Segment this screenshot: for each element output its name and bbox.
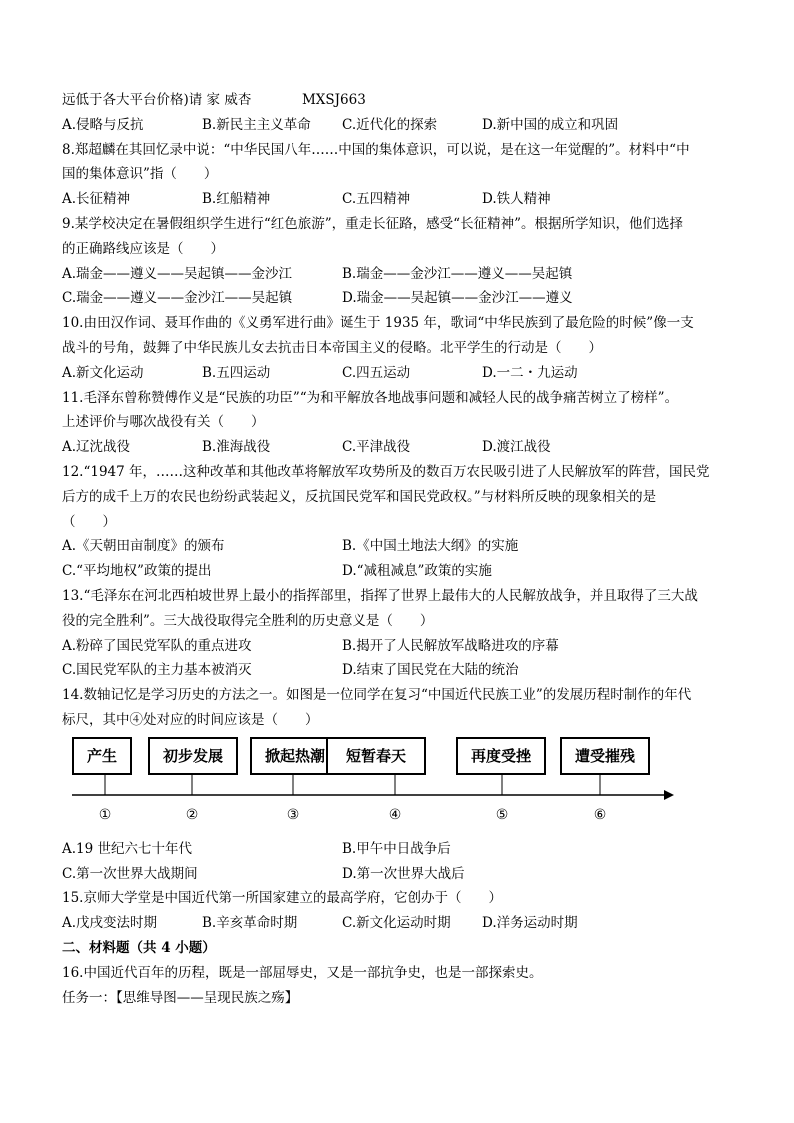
- q14-stem-1: 14.数轴记忆是学习历史的方法之一。如图是一位同学在复习“中国近代民族工业”的发展历程时制作的年代: [62, 687, 692, 704]
- q10-stem-2: 战斗的号角，鼓舞了中华民族儿女去抗击日本帝国主义的侵略。北平学生的行动是（ ）: [62, 339, 602, 356]
- q8-option-a[interactable]: A.长征精神: [62, 191, 131, 208]
- q10-option-c[interactable]: C.四五运动: [342, 364, 411, 381]
- q12-options-row2: [62, 559, 742, 584]
- q11-option-c[interactable]: C.平津战役: [342, 439, 411, 456]
- q11-options: [62, 435, 742, 460]
- header-text: 远低于各大平台价格)请 家 威杏: [62, 92, 252, 108]
- q15-option-b[interactable]: B.辛亥革命时期: [202, 915, 298, 932]
- timeline-stage-1: 产生: [72, 737, 132, 775]
- q12-option-d[interactable]: D.“减租减息”政策的实施: [342, 563, 492, 580]
- q8-stem-1: 8.郑超麟在其回忆录中说：“中华民国八年……中国的集体意识，可以说，是在这一年觉醒的”。材料中“中: [62, 141, 690, 158]
- q8-option-d[interactable]: D.铁人精神: [482, 191, 551, 208]
- header-code: MXSJ663: [301, 92, 366, 108]
- q14-option-c[interactable]: C.第一次世界大战期间: [62, 865, 198, 882]
- q10-options: [62, 361, 742, 386]
- q7-option-c[interactable]: C.近代化的探索: [342, 116, 438, 133]
- q9-option-d[interactable]: D.瑞金——吴起镇——金沙江——遵义: [342, 290, 573, 307]
- q10-stem-1: 10.由田汉作词、聂耳作曲的《义勇军进行曲》诞生于 1935 年，歌词“中华民族到了最危险的时候”像一支: [62, 315, 694, 332]
- timeline-figure: [62, 737, 742, 837]
- q14-stem-2: 标尺，其中④处对应的时间应该是（ ）: [62, 711, 319, 728]
- q11-option-b[interactable]: B.淮海战役: [202, 439, 271, 456]
- q9-option-b[interactable]: B.瑞金——金沙江——遵义——吴起镇: [342, 265, 573, 282]
- timeline-stage-5: 再度受挫: [456, 737, 546, 775]
- q13-option-b[interactable]: B.揭开了人民解放军战略进攻的序幕: [342, 637, 559, 654]
- q9-stem-2: 的正确路线应该是（ ）: [62, 240, 224, 257]
- timeline-mark-6: ⑥: [593, 806, 607, 823]
- q14-options-row1: [62, 837, 742, 862]
- q13-option-c[interactable]: C.国民党军队的主力基本被消灭: [62, 662, 252, 679]
- q13-option-d[interactable]: D.结束了国民党在大陆的统治: [342, 662, 519, 679]
- q12-options-row1: [62, 534, 742, 559]
- q7-options: [62, 113, 742, 138]
- q8-stem-2: 国的集体意识”指（ ）: [62, 166, 218, 183]
- q12-stem-3: （ ）: [62, 513, 116, 530]
- q14-option-b[interactable]: B.甲午中日战争后: [342, 840, 451, 857]
- q12-stem-1: 12.“1947 年，……这种改革和其他改革将解放军攻势所及的数百万农民吸引进了人民解放军的阵营，国民党: [62, 463, 710, 480]
- section-2-heading: 二、材料题（共 4 小题）: [62, 939, 216, 956]
- q15-option-a[interactable]: A.戊戌变法时期: [62, 915, 158, 932]
- q12-option-c[interactable]: C.“平均地权”政策的提出: [62, 563, 212, 580]
- q7-option-a[interactable]: A.侵略与反抗: [62, 116, 144, 133]
- q11-option-d[interactable]: D.渡江战役: [482, 439, 551, 456]
- task-1-heading: 任务一：【思维导图——呈现民族之殇】: [62, 989, 299, 1006]
- q16-stem: 16.中国近代百年的历程，既是一部屈辱史，又是一部抗争史，也是一部探索史。: [62, 964, 543, 981]
- q14-options-row2: [62, 862, 742, 887]
- timeline-stage-6: 遭受摧残: [560, 737, 650, 775]
- header-line: [62, 88, 742, 113]
- q15-option-c[interactable]: C.新文化运动时期: [342, 915, 451, 932]
- timeline-stage-3: 掀起热潮: [250, 737, 340, 775]
- q15-options: [62, 911, 742, 936]
- q12-option-a[interactable]: A.《天朝田亩制度》的颁布: [62, 538, 225, 555]
- q13-stem-1: 13.“毛泽东在河北西柏坡世界上最小的指挥部里，指挥了世界上最伟大的人民解放战争，并且取得了三大战: [62, 587, 698, 604]
- q11-option-a[interactable]: A.辽沈战役: [62, 439, 131, 456]
- timeline-mark-1: ①: [98, 806, 112, 823]
- q13-options-row2: [62, 658, 742, 683]
- q13-option-a[interactable]: A.粉碎了国民党军队的重点进攻: [62, 637, 252, 654]
- q8-options: [62, 187, 742, 212]
- q10-option-b[interactable]: B.五四运动: [202, 364, 271, 381]
- q7-option-d[interactable]: D.新中国的成立和巩固: [482, 116, 619, 133]
- timeline-stage-4: 短暂春天: [326, 737, 426, 775]
- q15-stem: 15.京师大学堂是中国近代第一所国家建立的最高学府，它创办于（ ）: [62, 890, 502, 907]
- timeline-stage-2: 初步发展: [148, 737, 238, 775]
- q9-options-row1: [62, 262, 742, 287]
- q13-stem-2: 役的完全胜利”。三大战役取得完全胜利的历史意义是（ ）: [62, 612, 434, 629]
- q8-option-b[interactable]: B.红船精神: [202, 191, 271, 208]
- timeline-mark-5: ⑤: [495, 806, 509, 823]
- q9-options-row2: [62, 286, 742, 311]
- q8-option-c[interactable]: C.五四精神: [342, 191, 411, 208]
- q15-option-d[interactable]: D.洋务运动时期: [482, 915, 578, 932]
- q7-option-b[interactable]: B.新民主主义革命: [202, 116, 311, 133]
- q9-stem-1: 9.某学校决定在暑假组织学生进行“红色旅游”，重走长征路，感受“长征精神”。根据所学知识，他们选择: [62, 215, 683, 232]
- q14-option-d[interactable]: D.第一次世界大战后: [342, 865, 465, 882]
- timeline-axis: [62, 737, 682, 807]
- q10-option-d[interactable]: D.一二・九运动: [482, 364, 578, 381]
- q10-option-a[interactable]: A.新文化运动: [62, 364, 144, 381]
- exam-page: [62, 88, 742, 1010]
- q14-option-a[interactable]: A.19 世纪六七十年代: [62, 840, 193, 857]
- q9-option-a[interactable]: A.瑞金——遵义——吴起镇——金沙江: [62, 265, 293, 282]
- q13-options-row1: [62, 634, 742, 659]
- q12-stem-2: 后方的成千上万的农民也纷纷武装起义，反抗国民党军和国民党政权。”与材料所反映的现象相关的是: [62, 488, 657, 505]
- timeline-mark-4: ④: [388, 806, 402, 823]
- q11-stem-2: 上述评价与哪次战役有关（ ）: [62, 414, 265, 431]
- q11-stem-1: 11.毛泽东曾称赞傅作义是“民族的功臣”“为和平解放各地战事问题和减轻人民的战争痛苦树立了榜样”。: [62, 389, 679, 406]
- timeline-mark-3: ③: [286, 806, 300, 823]
- timeline-mark-2: ②: [185, 806, 199, 823]
- q9-option-c[interactable]: C.瑞金——遵义——金沙江——吴起镇: [62, 290, 293, 307]
- q12-option-b[interactable]: B.《中国土地法大纲》的实施: [342, 538, 519, 555]
